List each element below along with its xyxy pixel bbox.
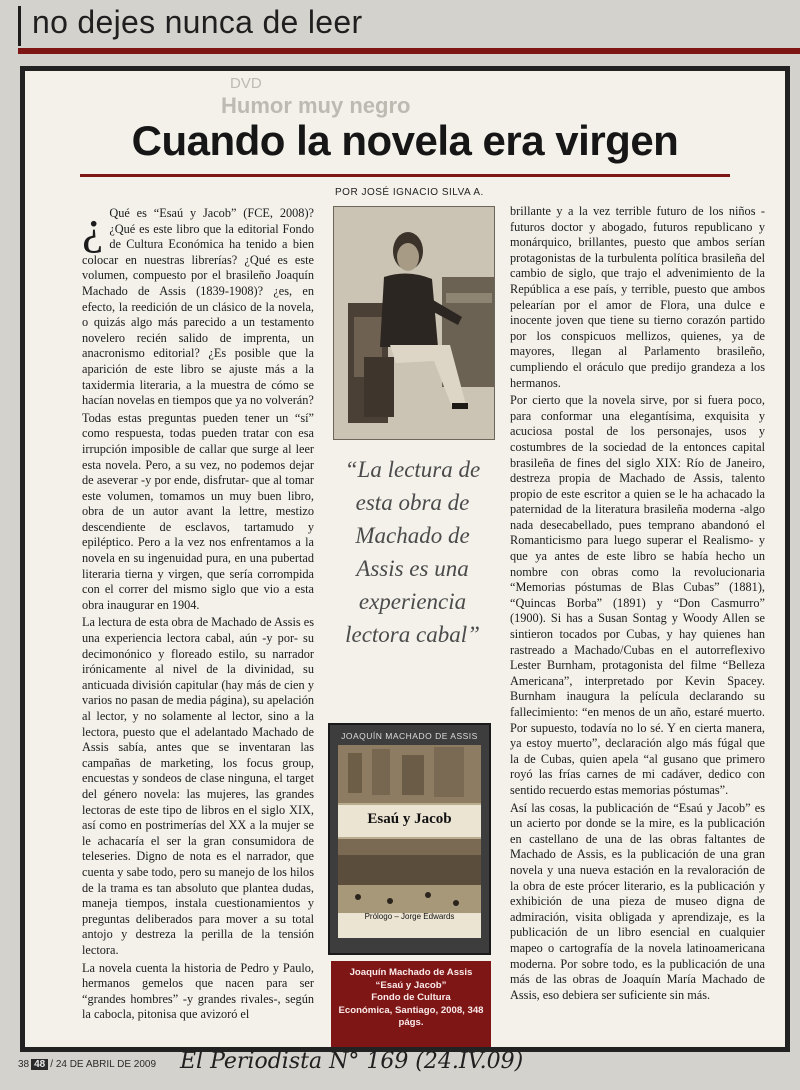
book-cover-art bbox=[338, 745, 481, 938]
article-column-right bbox=[510, 204, 765, 1005]
author-portrait bbox=[333, 206, 495, 440]
paragraph: brillante y a la vez terrible futuro de los niños -futuros doctor y abogado, futuros republicano y monárquico, brillantes, puesto que ambos serían protagonistas de la turbulenta política brasileña del cambio de siglo, que trajo el advenimiento de la República a ese país, y terrible, puesto que ambos pelearían por el amor de Flora, una dulce e inocente joven que tiene su tierno corazón partido por los conspicuos mellizos, quienes, ya de mayores, llegan al Parlamento brasileño, cumpliendo el oráculo que predijo grandeza a los hermanos. bbox=[510, 204, 765, 390]
drop-cap: ¿ bbox=[82, 201, 104, 254]
book-author: JOAQUÍN MACHADO DE ASSIS bbox=[341, 731, 478, 741]
bleed-through-humor: Humor muy negro bbox=[221, 93, 411, 118]
portrait-illustration bbox=[334, 207, 494, 439]
paragraph: Todas estas preguntas pueden tener un “sí” como respuesta, todas pueden tratar con esa irrupción imposible de callar que surge al leer esta novela. Pero, a su vez, no podemos dejar de aseverar -y por ende, disfrutar- que al tomar este volumen, tomamos un muy buen libro, obra de un autor avant la lettre, mestizo descendiente de esclavos, tartamudo y epiléptico. Pero a la vez nos enfrentamos a la novela en su ingenuidad pura, en una pubertad literaria tierna y virgen, que sería corrompida con el correr del mismo siglo que vio a esta obra inaugurar en 1904. bbox=[82, 410, 314, 612]
book-caption bbox=[331, 961, 491, 1049]
article-headline: Cuando la novela era virgen bbox=[131, 117, 679, 164]
article-page bbox=[20, 66, 790, 1052]
header-rule bbox=[18, 48, 800, 54]
folio-prefix: 38 bbox=[18, 1059, 30, 1070]
article-column-left bbox=[82, 201, 314, 1025]
paragraph-text: Qué es “Esaú y Jacob” (FCE, 2008)? ¿Qué es este libro que la editorial Fondo de Cultura Económica ha tenido a bien colocar en nuestras librerías? ¿Qué es este volumen, compuesto por el brasileño Joaquín Machado de Assis (1839-1908)? ¿es, en efecto, la reedición de un clásico de la novela, o quizás algo más parecido a un testamento novelero recién salido de imprenta, un anacronismo editorial? ¿Es posible que la aparición de este libro se ajuste más a la taxidermia literaria, a la muestra de cómo se hacían novelas en tiempos que ya no volverán? bbox=[82, 206, 314, 408]
caption-line: Económica, Santiago, 2008, 348 págs. bbox=[338, 1004, 484, 1028]
paragraph: La novela cuenta la historia de Pedro y Paulo, hermanos gemelos que nacen para ser “grandes hombres” -y grandes rivales-, según la cabocla, pitonisa que avizoró el bbox=[82, 960, 314, 1022]
page-footer bbox=[18, 1049, 800, 1085]
header-accent-bar bbox=[18, 6, 21, 46]
bleed-through-dvd: DVD bbox=[230, 75, 262, 92]
byline: POR JOSÉ IGNACIO SILVA A. bbox=[335, 187, 484, 198]
book-prologue: Prólogo – Jorge Edwards bbox=[364, 912, 455, 921]
page-number: 48 bbox=[31, 1059, 48, 1070]
section-header bbox=[18, 0, 800, 52]
paragraph: Así las cosas, la publicación de “Esaú y Jacob” es un acierto por donde se la mire, es la publicación en castellano de una de las obras faltantes de Machado de Assis, es la publicación de una gran novela y una nueva estación en la revaloración de la obra de este prócer literario, es la publicación y exhibición de una pieza de museo digna de admiración, visita obligada y aprendizaje, es la publicación de un libro esencial en cualquier mapeo o cartografía de la novela latinoamericana moderna. Por sobre todo, es la publicación de una más de las obras de Joaquín María Machado de Assis, eso debiera ser suficiente sin más. bbox=[510, 800, 765, 1002]
headline-rule bbox=[80, 174, 730, 177]
folio: 38 48 / 24 DE ABRIL DE 2009 bbox=[18, 1059, 157, 1070]
book-title: Esaú y Jacob bbox=[367, 811, 452, 827]
book-cover bbox=[328, 723, 491, 955]
caption-line: “Esaú y Jacob” bbox=[375, 979, 447, 991]
paragraph: Por cierto que la novela sirve, por si fuera poco, para conformar una elegantísima, exquisita y acuciosa postal de los personajes, usos y costumbres de la sociedad de la entonces capital brasileña de fines del siglo XIX: Río de Janeiro, destreza propia de Machado de Assis, talento propio de este escritor a quien se le ha achacado la paternidad de la literatura brasileña moderna -algo nada desecabellado, pues temprano abandonó el Romanticismo para luego superar el Realismo- y que ya antes de este libro se había hecho un nombre con obras como la revolucionaria “Memorias póstumas de Blas Cubas” (1881), “Quincas Borba” (1891) y “Don Casmurro” (1900). Si has a Susan Sontag y Woody Allen se sintieron tocados por Cubas, y hay quienes han rastreado a Machado/Cubas en el autorreflexivo Lester Burnham, protagonista del filme “Belleza Americana”, interpretado por Kevin Spacey. Burnham inaugura la película declarando su fallecimiento: “en menos de un año, estaré muerto. Por supuesto, todavía no lo sé. Y en cierta manera, ya estoy muerto”, declaración algo más fúgal que la de Cubas, quien apela “al gusano que primero royó las frías carnes de mi cadáver, dedico con sentido recuerdo estas memorias póstumas”. bbox=[510, 393, 765, 797]
pull-quote: “La lectura de esta obra de Machado de Assis es una experiencia lectora cabal” bbox=[344, 457, 481, 647]
caption-line: Fondo de Cultura bbox=[371, 992, 451, 1003]
street-scene-illustration bbox=[338, 745, 481, 938]
section-title: no dejes nunca de leer bbox=[32, 4, 363, 40]
paragraph bbox=[82, 201, 314, 409]
caption-line: Joaquín Machado de Assis bbox=[349, 967, 473, 978]
paragraph: La lectura de esta obra de Machado de Assis es una experiencia lectora cabal, aún -y por- su decimonónico y floreado estilo, su narrador irónicamente al nivel de la divinidad, su anticuada división capitular (hay más de cien y varios no pasan de media página), su apelación al lector, y no solamente al lector, sino a la lectora, puesto que el adelantado Machado de Assis sabía, antes que se inventaran las campañas de marketing, los focus group, encuestas y sondeos de clase ninguna, el target del género novela: las mujeres, las grandes lectoras de este tipo de libros en el siglo XIX, así como en postrimerías del XX a la mujer se le achacaría el ser la gran consumidora de teleseries. Digno de nota es el narrador, que cuenta y sabe todo, pero su manejo de los hilos de la trama es tan absoluto que plantea dudas, maneja tiempos, instala cuestionamientos y preguntas deliberados para mover a su total antojo y destreza la perilla de la tensión lectora. bbox=[82, 615, 314, 957]
handwritten-annotation: El Periodista N° 169 (24.IV.09) bbox=[180, 1049, 524, 1074]
issue-date: 24 DE ABRIL DE 2009 bbox=[55, 1059, 157, 1070]
